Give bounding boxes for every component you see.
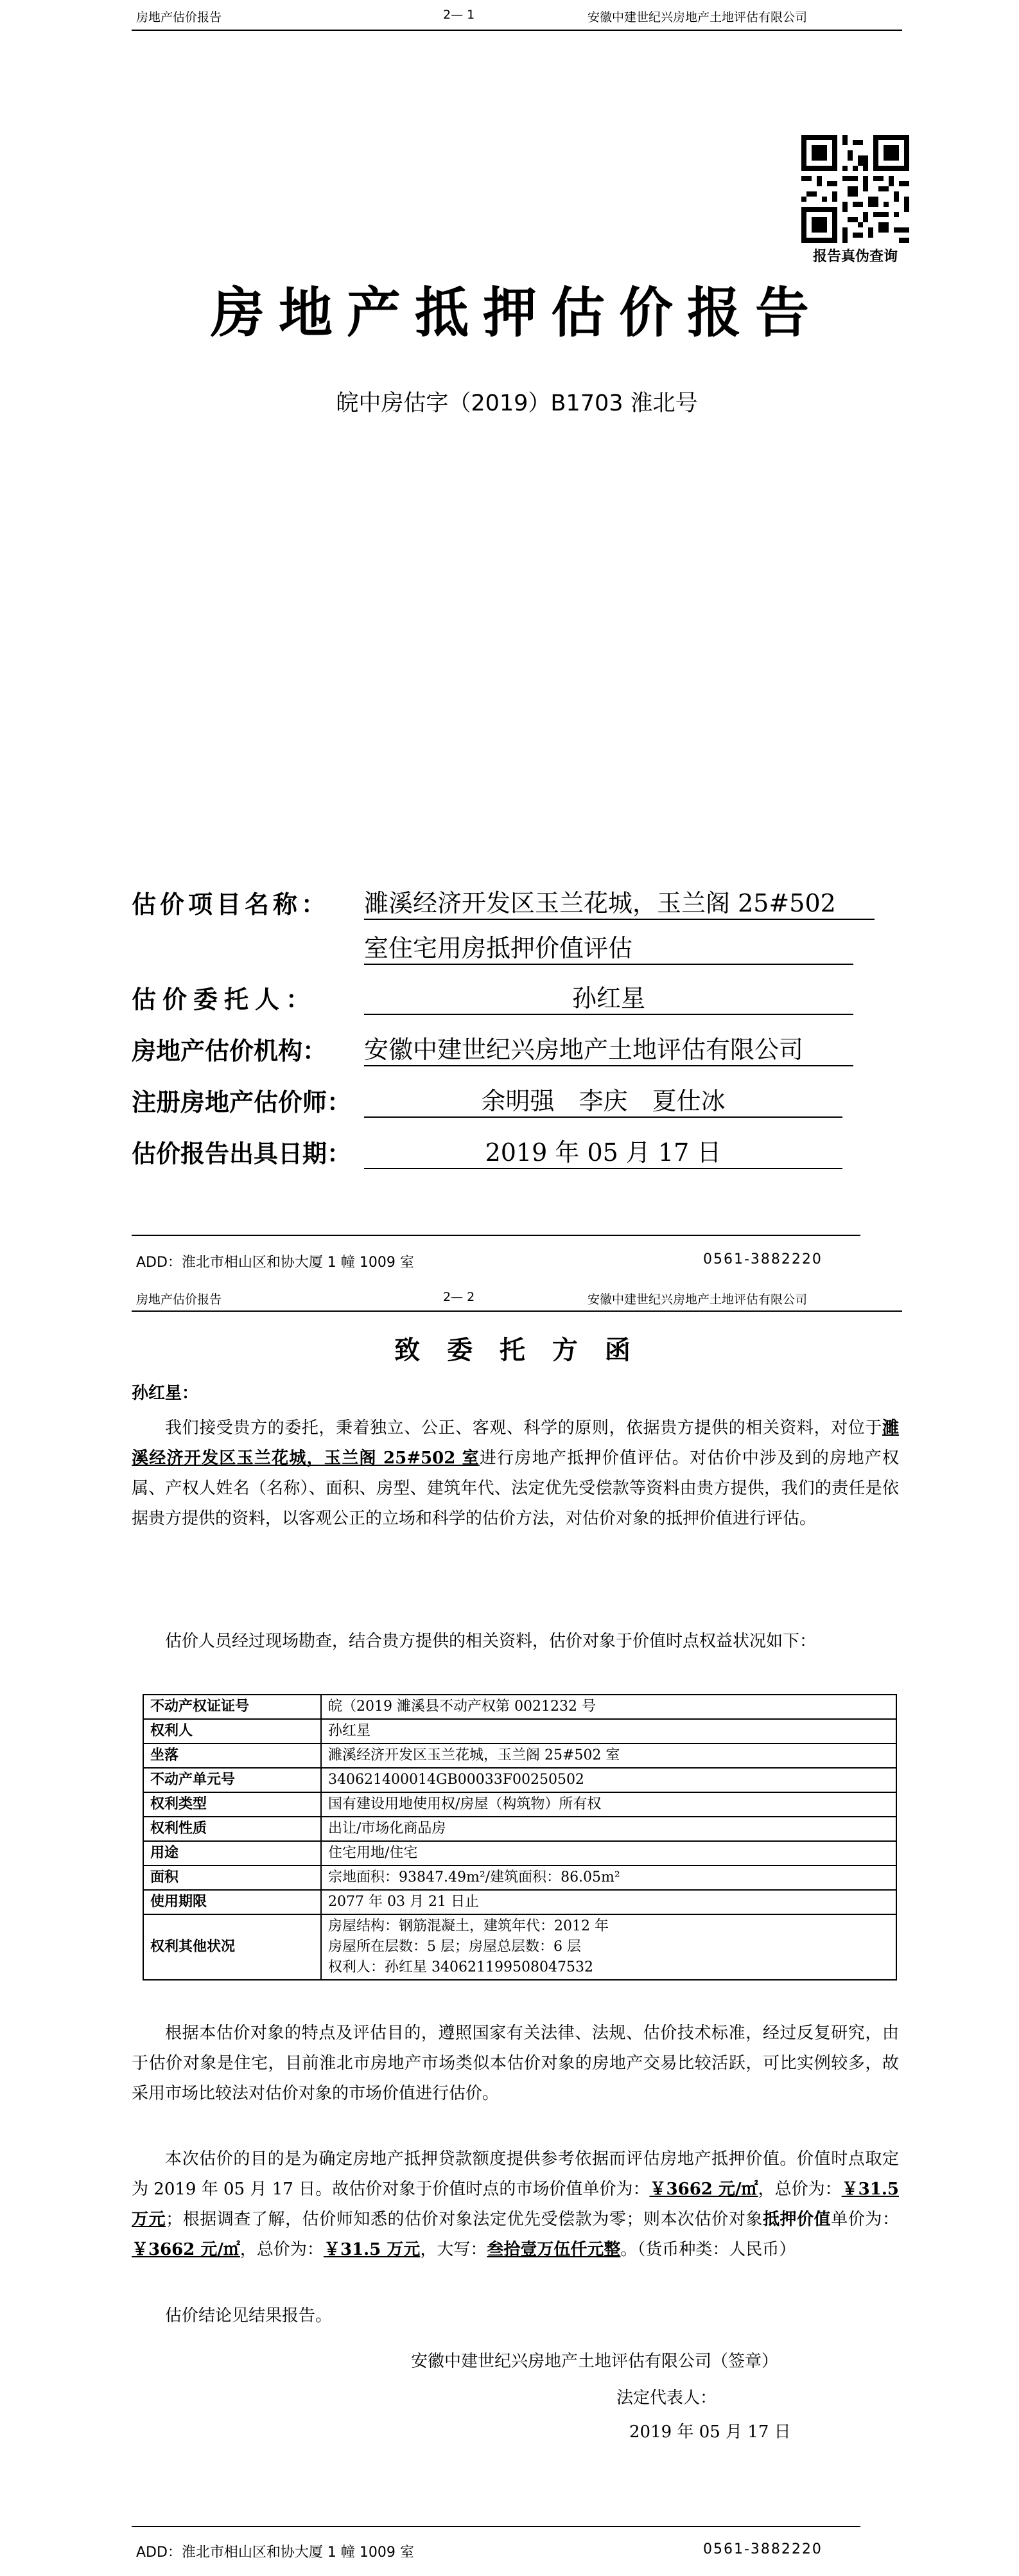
table-value: 住宅用地/住宅 bbox=[321, 1841, 896, 1866]
field-project-name bbox=[132, 880, 875, 920]
table-row bbox=[143, 1817, 896, 1841]
field-label: 估价报告出具日期： bbox=[132, 1140, 352, 1168]
page1-header-left: 房地产估价报告 bbox=[136, 10, 222, 24]
signature-legal-rep: 法定代表人： bbox=[616, 2388, 717, 2408]
table-key: 坐落 bbox=[143, 1743, 321, 1768]
paragraph-text: ；根据调查了解，估价师知悉的估价对象法定优先受偿款为零；则本次估价对象 bbox=[166, 2210, 763, 2229]
table-row bbox=[143, 1719, 896, 1743]
table-value bbox=[321, 1914, 896, 1980]
mortgage-total-price: ￥31.5 万元 bbox=[323, 2240, 421, 2259]
signature-company: 安徽中建世纪兴房地产土地评估有限公司（签章） bbox=[411, 2352, 779, 2371]
page1-footer-rule bbox=[132, 1235, 860, 1236]
table-key: 权利类型 bbox=[143, 1792, 321, 1817]
field-value: 安徽中建世纪兴房地产土地评估有限公司 bbox=[364, 1035, 853, 1067]
table-row bbox=[143, 1914, 896, 1980]
paragraph-text: ，大写： bbox=[420, 2240, 487, 2259]
table-key: 用途 bbox=[143, 1841, 321, 1866]
table-row bbox=[143, 1841, 896, 1866]
signature-date: 2019 年 05 月 17 日 bbox=[629, 2422, 791, 2442]
table-key: 不动产单元号 bbox=[143, 1768, 321, 1792]
field-institution bbox=[132, 1027, 853, 1066]
paragraph-method: 根据本估价对象的特点及评估目的，遵照国家有关法律、法规、估价技术标准，经过反复研究，由于估价对象是住宅，目前淮北市房地产市场类似本估价对象的房地产交易比较活跃，可比实例较多，故采用市场比较法对估价对象的市场价值进行估价。 bbox=[132, 2024, 899, 2103]
field-value: 濉溪经济开发区玉兰花城，玉兰阁 25#502 bbox=[364, 888, 875, 921]
mortgage-unit-price: ￥3662 元/㎡ bbox=[132, 2240, 240, 2259]
total-in-words: 叁拾壹万伍仟元整 bbox=[487, 2240, 621, 2259]
page2-header-rule bbox=[132, 1310, 902, 1312]
mortgage-value-label: 抵押价值 bbox=[762, 2210, 832, 2229]
table-value-line: 房屋所在层数：5 层；房屋总层数：6 层 bbox=[328, 1939, 581, 1955]
paragraph-text: ，总价为： bbox=[240, 2240, 324, 2259]
table-row bbox=[143, 1743, 896, 1768]
paragraph-text: 。（货币种类：人民币） bbox=[620, 2240, 796, 2259]
table-value: 340621400014GB00033F00250502 bbox=[321, 1768, 896, 1792]
table-value: 孙红星 bbox=[321, 1719, 896, 1743]
table-key: 使用期限 bbox=[143, 1890, 321, 1914]
table-row bbox=[143, 1890, 896, 1914]
paragraph-inspection: 估价人员经过现场勘查，结合贵方提供的相关资料，估价对象于价值时点权益状况如下： bbox=[165, 1632, 817, 1651]
table-key: 权利其他状况 bbox=[143, 1914, 321, 1980]
page1-footer-phone: 0561-3882220 bbox=[703, 1251, 823, 1267]
table-value-line: 房屋结构：钢筋混凝土，建筑年代：2012 年 bbox=[328, 1918, 609, 1934]
field-issue-date bbox=[132, 1129, 842, 1169]
page1-header-right: 安徽中建世纪兴房地产土地评估有限公司 bbox=[588, 10, 808, 24]
field-value: 2019 年 05 月 17 日 bbox=[364, 1138, 842, 1170]
market-unit-price: ￥3662 元/㎡ bbox=[649, 2180, 758, 2199]
property-rights-table bbox=[143, 1694, 897, 1981]
qr-code-icon bbox=[801, 135, 909, 243]
field-appraisers bbox=[132, 1078, 842, 1118]
table-row bbox=[143, 1866, 896, 1890]
table-value: 国有建设用地使用权/房屋（构筑物）所有权 bbox=[321, 1792, 896, 1817]
table-key: 面积 bbox=[143, 1866, 321, 1890]
table-row bbox=[143, 1695, 896, 1719]
paragraph-valuation bbox=[132, 2144, 899, 2265]
property-address: 濉溪经济开发区玉兰花城，玉兰阁 25#502 室 bbox=[132, 1418, 899, 1468]
qr-caption: 报告真伪查询 bbox=[812, 249, 898, 265]
market-total-price: ￥31.5 万元 bbox=[132, 2180, 899, 2229]
page2-header-left: 房地产估价报告 bbox=[136, 1292, 222, 1307]
page2-header-right: 安徽中建世纪兴房地产土地评估有限公司 bbox=[588, 1292, 808, 1307]
field-value: 余明强 李庆 夏仕冰 bbox=[364, 1086, 842, 1118]
page2-footer-address: ADD：淮北市相山区和协大厦 1 幢 1009 室 bbox=[136, 2545, 414, 2561]
paragraph-text: 进行房地产抵押价值评估。对估价中涉及到的房地产权属、产权人姓名（名称）、面积、房型、建筑年代、法定优先受偿款等资料由贵方提供，我们的责任是依据贵方提供的资料，以客观公正的立场和科学的估价方法，对估价对象的抵押价值进行评估。 bbox=[132, 1449, 899, 1528]
paragraph-text: 单价为： bbox=[831, 2210, 899, 2229]
table-row bbox=[143, 1768, 896, 1792]
page1-header-rule bbox=[132, 30, 902, 31]
table-value-line: 权利人：孙红星 340621199508047532 bbox=[328, 1959, 593, 1975]
table-value: 2077 年 03 月 21 日止 bbox=[321, 1890, 896, 1914]
page1-footer-address: ADD：淮北市相山区和协大厦 1 幢 1009 室 bbox=[136, 1255, 414, 1271]
paragraph-engagement bbox=[132, 1413, 899, 1534]
table-key: 权利性质 bbox=[143, 1817, 321, 1841]
page2-header-page-number: 2— 2 bbox=[443, 1290, 475, 1304]
field-label: 估价项目名称： bbox=[132, 890, 330, 919]
report-title: 房地产抵押估价报告 bbox=[210, 281, 823, 344]
salutation: 孙红星： bbox=[132, 1384, 199, 1403]
paragraph-text: 本次估价的目的是为确定房地产抵押贷款额度提供参考依据而评估房地产抵押价值。价值时点取定为 2019 年 05 月 17 日。故估价对象于价值时点的市场价值单价为： bbox=[132, 2149, 899, 2199]
field-label: 注册房地产估价师： bbox=[132, 1088, 352, 1116]
field-value: 室住宅用房抵押价值评估 bbox=[364, 933, 853, 966]
page2-footer-rule bbox=[132, 2526, 860, 2527]
field-label: 估价委托人： bbox=[132, 985, 317, 1014]
table-value: 濉溪经济开发区玉兰花城，玉兰阁 25#502 室 bbox=[321, 1743, 896, 1768]
table-key: 不动产权证证号 bbox=[143, 1695, 321, 1719]
field-project-name-cont bbox=[364, 925, 853, 965]
field-label: 房地产估价机构： bbox=[132, 1037, 327, 1065]
table-value: 宗地面积：93847.49m²/建筑面积：86.05m² bbox=[321, 1866, 896, 1890]
letter-title: 致 委 托 方 函 bbox=[394, 1336, 640, 1365]
table-key: 权利人 bbox=[143, 1719, 321, 1743]
field-value: 孙红星 bbox=[364, 984, 853, 1016]
table-row bbox=[143, 1792, 896, 1817]
table-value: 皖（2019 濉溪县不动产权第 0021232 号 bbox=[321, 1695, 896, 1719]
report-number: 皖中房估字（2019）B1703 淮北号 bbox=[336, 391, 698, 416]
field-client bbox=[132, 975, 853, 1015]
paragraph-conclusion: 估价结论见结果报告。 bbox=[165, 2306, 333, 2325]
page1-header-page-number: 2— 1 bbox=[443, 8, 475, 22]
paragraph-text: 我们接受贵方的委托，秉着独立、公正、客观、科学的原则，依据贵方提供的相关资料，对位于 bbox=[165, 1418, 882, 1438]
paragraph-text: ，总价为： bbox=[758, 2180, 842, 2199]
table-value: 出让/市场化商品房 bbox=[321, 1817, 896, 1841]
page2-footer-phone: 0561-3882220 bbox=[703, 2541, 823, 2557]
